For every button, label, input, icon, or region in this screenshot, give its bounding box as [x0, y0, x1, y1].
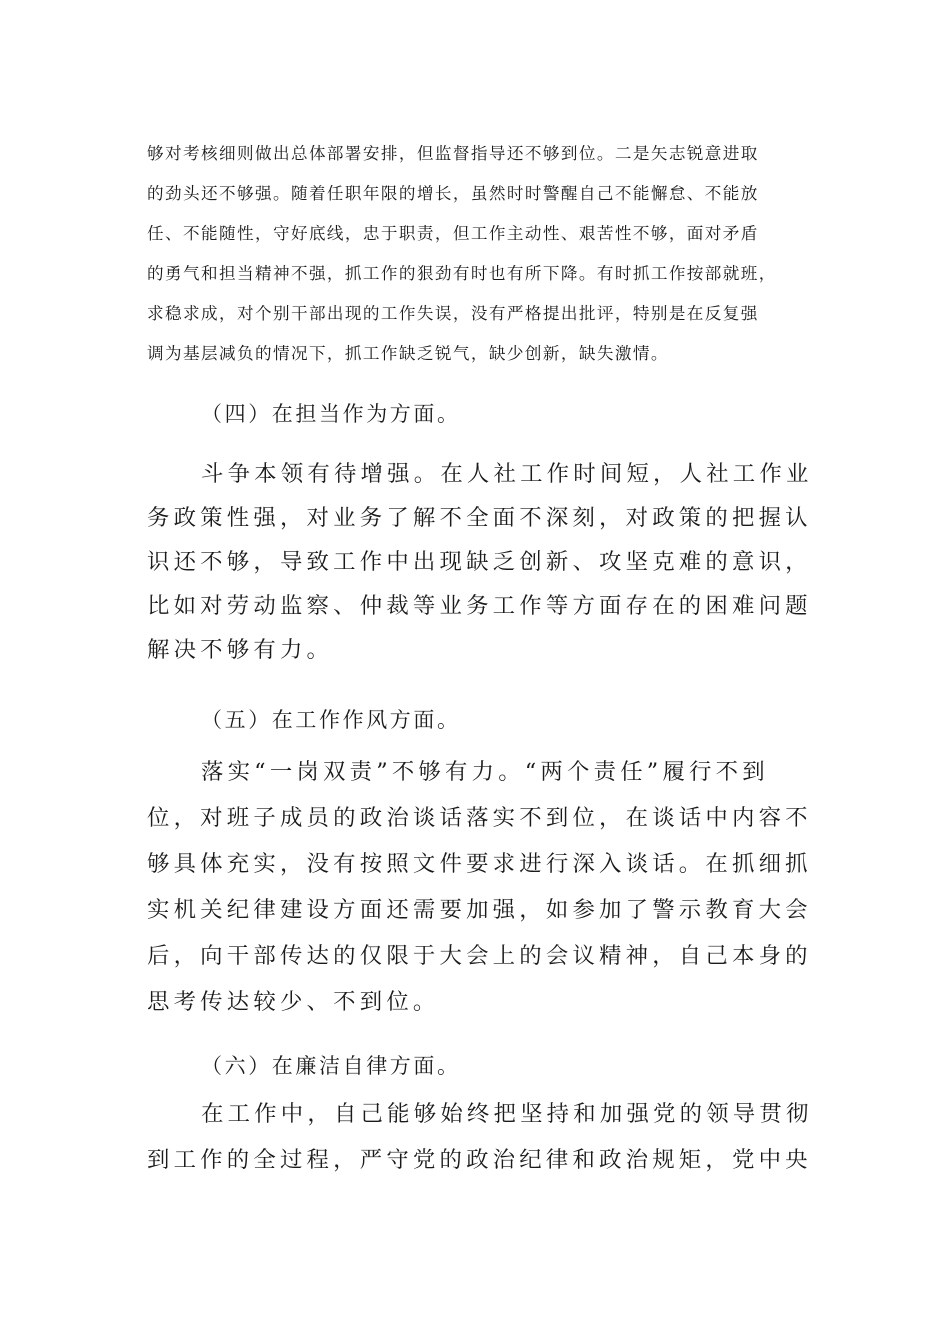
paragraph-line: 实机关纪律建设方面还需要加强，如参加了警示教育大会 [147, 897, 812, 923]
paragraph-line: 斗争本领有待增强。在人社工作时间短，人社工作业 [201, 461, 813, 487]
paragraph-line: 在工作中，自己能够始终把坚持和加强党的领导贯彻 [201, 1101, 813, 1127]
paragraph-line: 任、不能随性，守好底线，忠于职责，但工作主动性、艰苦性不够，面对矛盾 [147, 224, 759, 243]
paragraph-line: 务政策性强，对业务了解不全面不深刻，对政策的把握认 [147, 505, 812, 531]
paragraph-line: 求稳求成，对个别干部出现的工作失误，没有严格提出批评，特别是在反复强 [147, 304, 759, 323]
paragraph-line: 够具体充实，没有按照文件要求进行深入谈话。在抓细抓 [147, 851, 812, 877]
paragraph-line: 后，向干部传达的仅限于大会上的会议精神，自己本身的 [147, 943, 812, 969]
paragraph-line: 的勇气和担当精神不强，抓工作的狠劲有时也有所下降。有时抓工作按部就班， [147, 264, 777, 283]
paragraph-line: 调为基层减负的情况下，抓工作缺乏锐气，缺少创新，缺失激情。 [147, 344, 669, 363]
paragraph-line: 到工作的全过程，严守党的政治纪律和政治规矩，党中央 [147, 1147, 812, 1173]
paragraph-line: 落实“一岗双责”不够有力。“两个责任”履行不到 [201, 759, 769, 785]
paragraph-line: 比如对劳动监察、仲裁等业务工作等方面存在的困难问题 [147, 593, 812, 619]
paragraph-line: 识还不够，导致工作中出现缺乏创新、攻坚克难的意识， [147, 549, 812, 575]
section-heading-5: （五）在工作作风方面。 [201, 708, 461, 732]
paragraph-line: 够对考核细则做出总体部署安排，但监督指导还不够到位。二是矢志锐意进取 [147, 144, 759, 163]
paragraph-line: 的劲头还不够强。随着任职年限的增长，虽然时时警醒自己不能懈怠、不能放 [147, 184, 759, 203]
paragraph-line: 位，对班子成员的政治谈话落实不到位，在谈话中内容不 [147, 805, 812, 831]
paragraph-line: 解决不够有力。 [147, 637, 334, 663]
section-heading-6: （六）在廉洁自律方面。 [201, 1054, 461, 1078]
paragraph-line: 思考传达较少、不到位。 [147, 989, 440, 1015]
section-heading-4: （四）在担当作为方面。 [201, 402, 461, 426]
